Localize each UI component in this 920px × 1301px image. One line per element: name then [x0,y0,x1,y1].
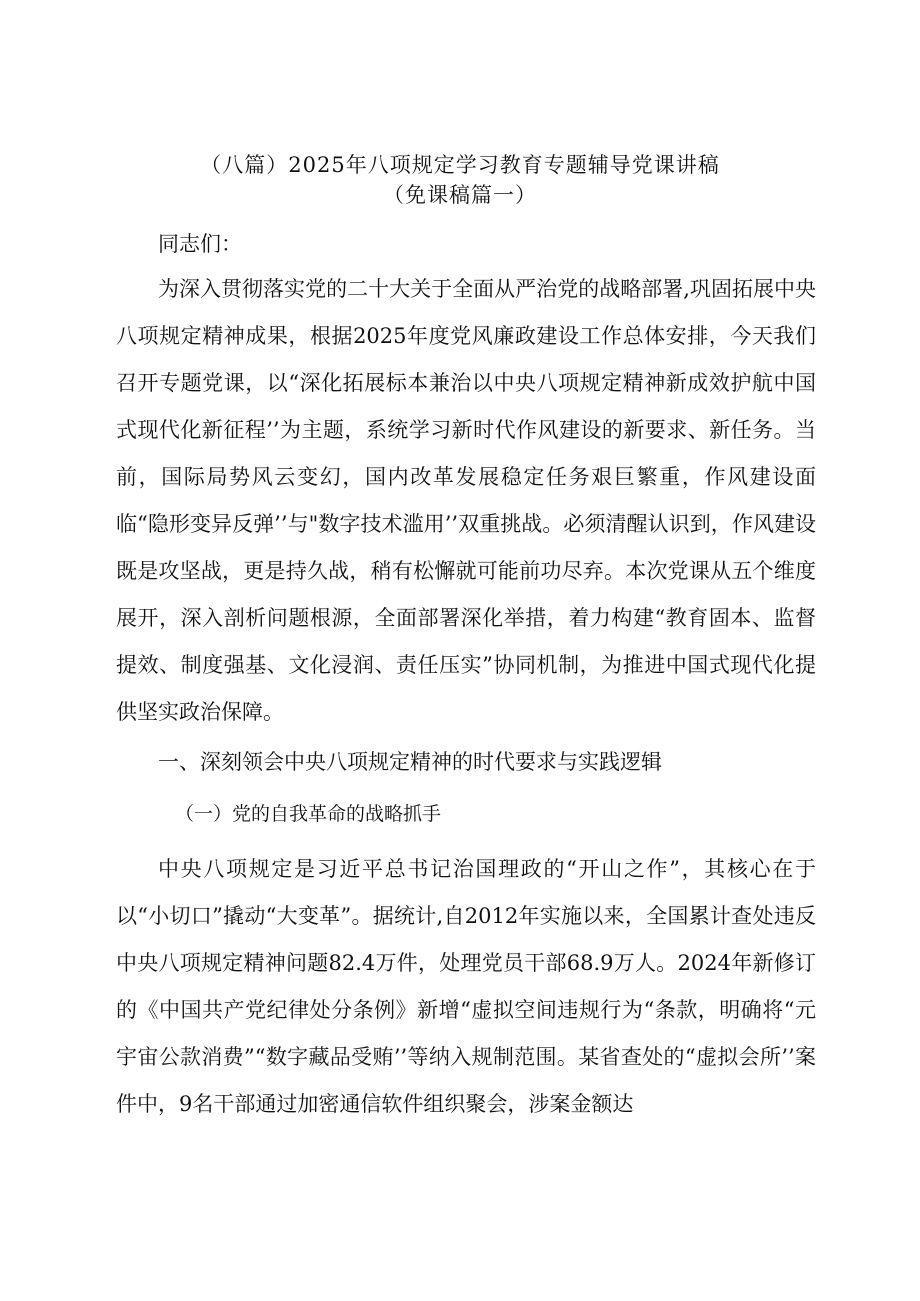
document-subtitle: （免课稿篇一） [383,183,537,207]
subsection-heading: （一）党的自我革命的战略抓手 [175,803,442,825]
salutation: 同志们： [158,232,242,256]
body-paragraph-section1: 中央八项规定是习近平总书记治国理政的“开山之作”，其核心在于以“小切口”撬动“大变革”。据统计,自2012年实施以来，全国累计查处违反中央八项规定精神问题82.4万件，处理党员干部68.9万人。2024年新修订的《中国共产党纪律处分条例》新增“虚拟空间违规行为“条款，明确将“元宇宙公款消费”“数字藏品受贿’’等纳入规制范围。某省查处的“虚拟会所’’案件中，9名干部通过加密通信软件组织聚会，涉案金额达 [116,857,816,1116]
body-paragraph-intro: 为深入贯彻落实党的二十大关于全面从严治党的战略部署,巩固拓展中央八项规定精神成果，根据2025年度党风廉政建设工作总体安排，今天我们召开专题党课，以“深化拓展标本兼治以中央八项规定精神新成效护航中国式现代化新征程’’为主题，系统学习新时代作风建设的新要求、新任务。当前，国际局势风云变幻，国内改革发展稳定任务艰巨繁重，作风建设面临“隐形变异反弹’’与"数字技术滥用’’双重挑战。必须清醒认识到，作风建设既是攻坚战，更是持久战，稍有松懈就可能前功尽弃。本次党课从五个维度展开，深入剖析问题根源，全面部署深化举措，着力构建“教育固本、监督提效、制度强基、文化浸润、责任压实”协同机制，为推进中国式现代化提供坚实政治保障。 [116,277,816,724]
document-title: （八篇）2025年八项规定学习教育专题辅导党课讲稿 [200,153,720,177]
section-heading: 一、深刻领会中央八项规定精神的时代要求与实践逻辑 [158,750,662,774]
